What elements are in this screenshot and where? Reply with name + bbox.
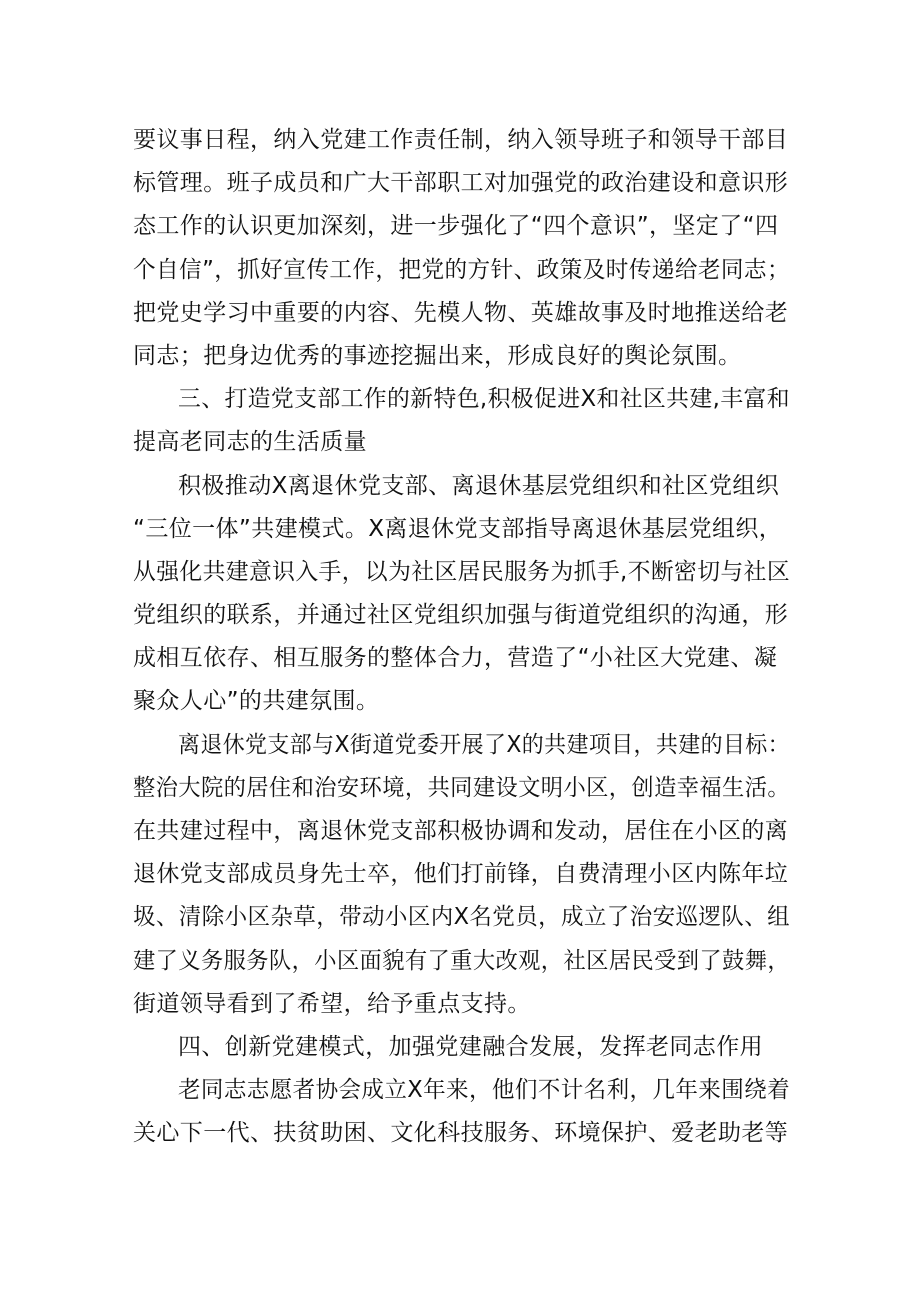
text-line: 关心下一代、扶贫助困、文化科技服务、环境保护、爱老助老等 — [133, 1120, 789, 1147]
section-heading: 四、创新党建模式，加强党建融合发展，发挥老同志作用 — [178, 1033, 763, 1060]
text-line: 党组织的联系，并通过社区党组织加强与街道党组织的沟通，形 — [133, 602, 789, 629]
text-line: “三位一体”共建模式。X离退休党支部指导离退休基层党组织， — [133, 515, 783, 542]
text-line: 老同志志愿者协会成立X年来，他们不计名利，几年来围绕着 — [178, 1077, 791, 1104]
text-line: 积极推动X离退休党支部、离退休基层党组织和社区党组织 — [178, 472, 780, 499]
section-heading-cont: 提高老同志的生活质量 — [133, 429, 367, 456]
text-line: 标管理。班子成员和广大干部职工对加强党的政治建设和意识形 — [133, 170, 789, 197]
text-line: 态工作的认识更加深刻，进一步强化了“四个意识”，坚定了“四 — [133, 213, 779, 240]
text-line: 离退休党支部与X街道党委开展了X的共建项目，共建的目标： — [178, 731, 791, 758]
text-line: 街道领导看到了希望，给予重点支持。 — [133, 990, 531, 1017]
text-line: 在共建过程中，离退休党支部积极协调和发动，居住在小区的离 — [133, 818, 789, 844]
document-body — [0, 119, 920, 1156]
text-line: 退休党支部成员身先士卒，他们打前锋，自费清理小区内陈年垃 — [133, 861, 789, 888]
text-line: 圾、清除小区杂草，带动小区内X名党员，成立了治安巡逻队、组 — [133, 904, 790, 931]
text-line: 整治大院的居住和治安环境，共同建设文明小区，创造幸福生活。 — [133, 774, 791, 801]
text-line: 要议事日程，纳入党建工作责任制，纳入领导班子和领导干部目 — [133, 127, 789, 153]
text-line: 从强化共建意识入手，以为社区居民服务为抓手,不断密切与社区 — [133, 558, 791, 585]
text-line: 成相互依存、相互服务的整体合力，营造了“小社区大党建、凝 — [133, 645, 778, 672]
text-line: 把党史学习中重要的内容、先模人物、英雄故事及时地推送给老 — [133, 299, 789, 326]
text-line: 同志；把身边优秀的事迹挖掘出来，形成良好的舆论氛围。 — [133, 342, 742, 369]
text-line: 建了义务服务队，小区面貌有了重大改观，社区居民受到了鼓舞， — [133, 947, 791, 974]
text-line: 个自信”，抓好宣传工作，把党的方针、政策及时传递给老同志； — [133, 256, 790, 283]
text-line: 聚众人心”的共建氛围。 — [133, 688, 380, 715]
section-heading: 三、打造党支部工作的新特色,积极促进X和社区共建,丰富和 — [178, 386, 790, 413]
